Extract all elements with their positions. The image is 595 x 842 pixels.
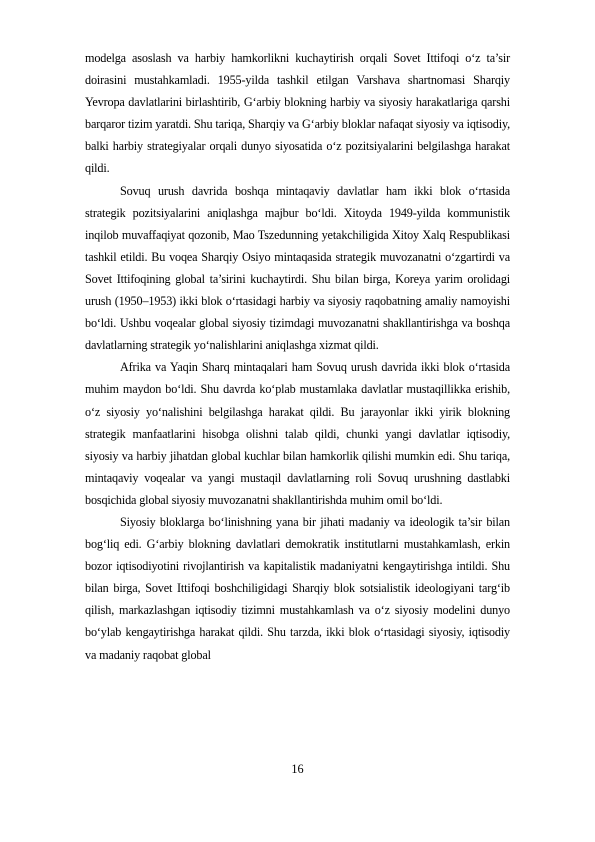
document-body (85, 47, 510, 666)
paragraph-africa-middle-east: Afrika va Yaqin Sharq mintaqalari ham Sovuq urush davrida ikki blok o‘rtasida muhim maydon bo‘ldi. Shu davrda ko‘plab mustamlaka davlatlar mustaqillikka erishib, o‘z siyosiy yo‘nalishini belgilashga harakat qildi. Bu jarayonlar ikki yirik blokning strategik manfaatlarini hisobga olishni talab qildi, chunki yangi davlatlar iqtisodiy, siyosiy va harbiy jihatdan global kuchlar bilan hamkorlik qilishi mumkin edi. Shu tariqa, mintaqaviy voqealar va yangi mustaqil davlatlarning roli Sovuq urushning dastlabki bosqichida global siyosiy muvozanatni shakllantirishda muhim omil bo‘ldi. (85, 360, 510, 507)
page-number: 16 (291, 762, 304, 776)
paragraph-cultural-ideological: Siyosiy bloklarga bo‘linishning yana bir jihati madaniy va ideologik ta’sir bilan bog‘liq edi. G‘arbiy blokning davlatlari demokratik institutlarni mustahkamlash, erkin bozor iqtisodiyotini rivojlantirish va kapitalistik madaniyatni kengaytirishga intildi. Shu bilan birga, Sovet Ittifoqi boshchiligidagi Sharqiy blok sotsialistik ideologiyani targ‘ib qilish, markazlashgan iqtisodiy tizimni mustahkamlash va o‘z siyosiy modelini dunyo bo‘ylab kengaytirishga harakat qildi. Shu tarzda, ikki blok o‘rtasidagi siyosiy, iqtisodiy va madaniy raqobat global (85, 514, 510, 662)
paragraph-regional-states: Sovuq urush davrida boshqa mintaqaviy davlatlar ham ikki blok o‘rtasida strategik pozitsiyalarini aniqlashga majbur bo‘ldi. Xitoyda 1949-yilda kommunistik inqilob muvaffaqiyat qozonib, Mao Tszedunning yetakchiligida Xitoy Xalq Respublikasi tashkil etildi. Bu voqea Sharqiy Osiyo mintaqasida strategik muvozanatni o‘zgartirdi va Sovet Ittifoqining global ta’sirini kuchaytirdi. Shu bilan birga, Koreya yarim orolidagi urush (1950–1953) ikki blok o‘rtasidagi harbiy va siyosiy raqobatning amaliy namoyishi bo‘ldi. Ushbu voqealar global siyosiy tizimdagi muvozanatni shakllantirishga va boshqa davlatlarning strategik yo‘nalishlarini aniqlashga xizmat qildi. (85, 183, 510, 353)
paragraph-continuation: modelga asoslash va harbiy hamkorlikni kuchaytirish orqali Sovet Ittifoqi o‘z ta’sir doirasini mustahkamladi. 1955-yilda tashkil etilgan Varshava shartnomasi Sharqiy Yevropa davlatlarini birlashtirib, G‘arbiy blokning harbiy va siyosiy harakatlariga qarshi barqaror tizim yaratdi. Shu tariqa, Sharqiy va G‘arbiy bloklar nafaqat siyosiy va iqtisodiy, balki harbiy strategiyalar orqali dunyo siyosatida o‘z pozitsiyalarini belgilashga harakat qildi. (85, 51, 510, 176)
